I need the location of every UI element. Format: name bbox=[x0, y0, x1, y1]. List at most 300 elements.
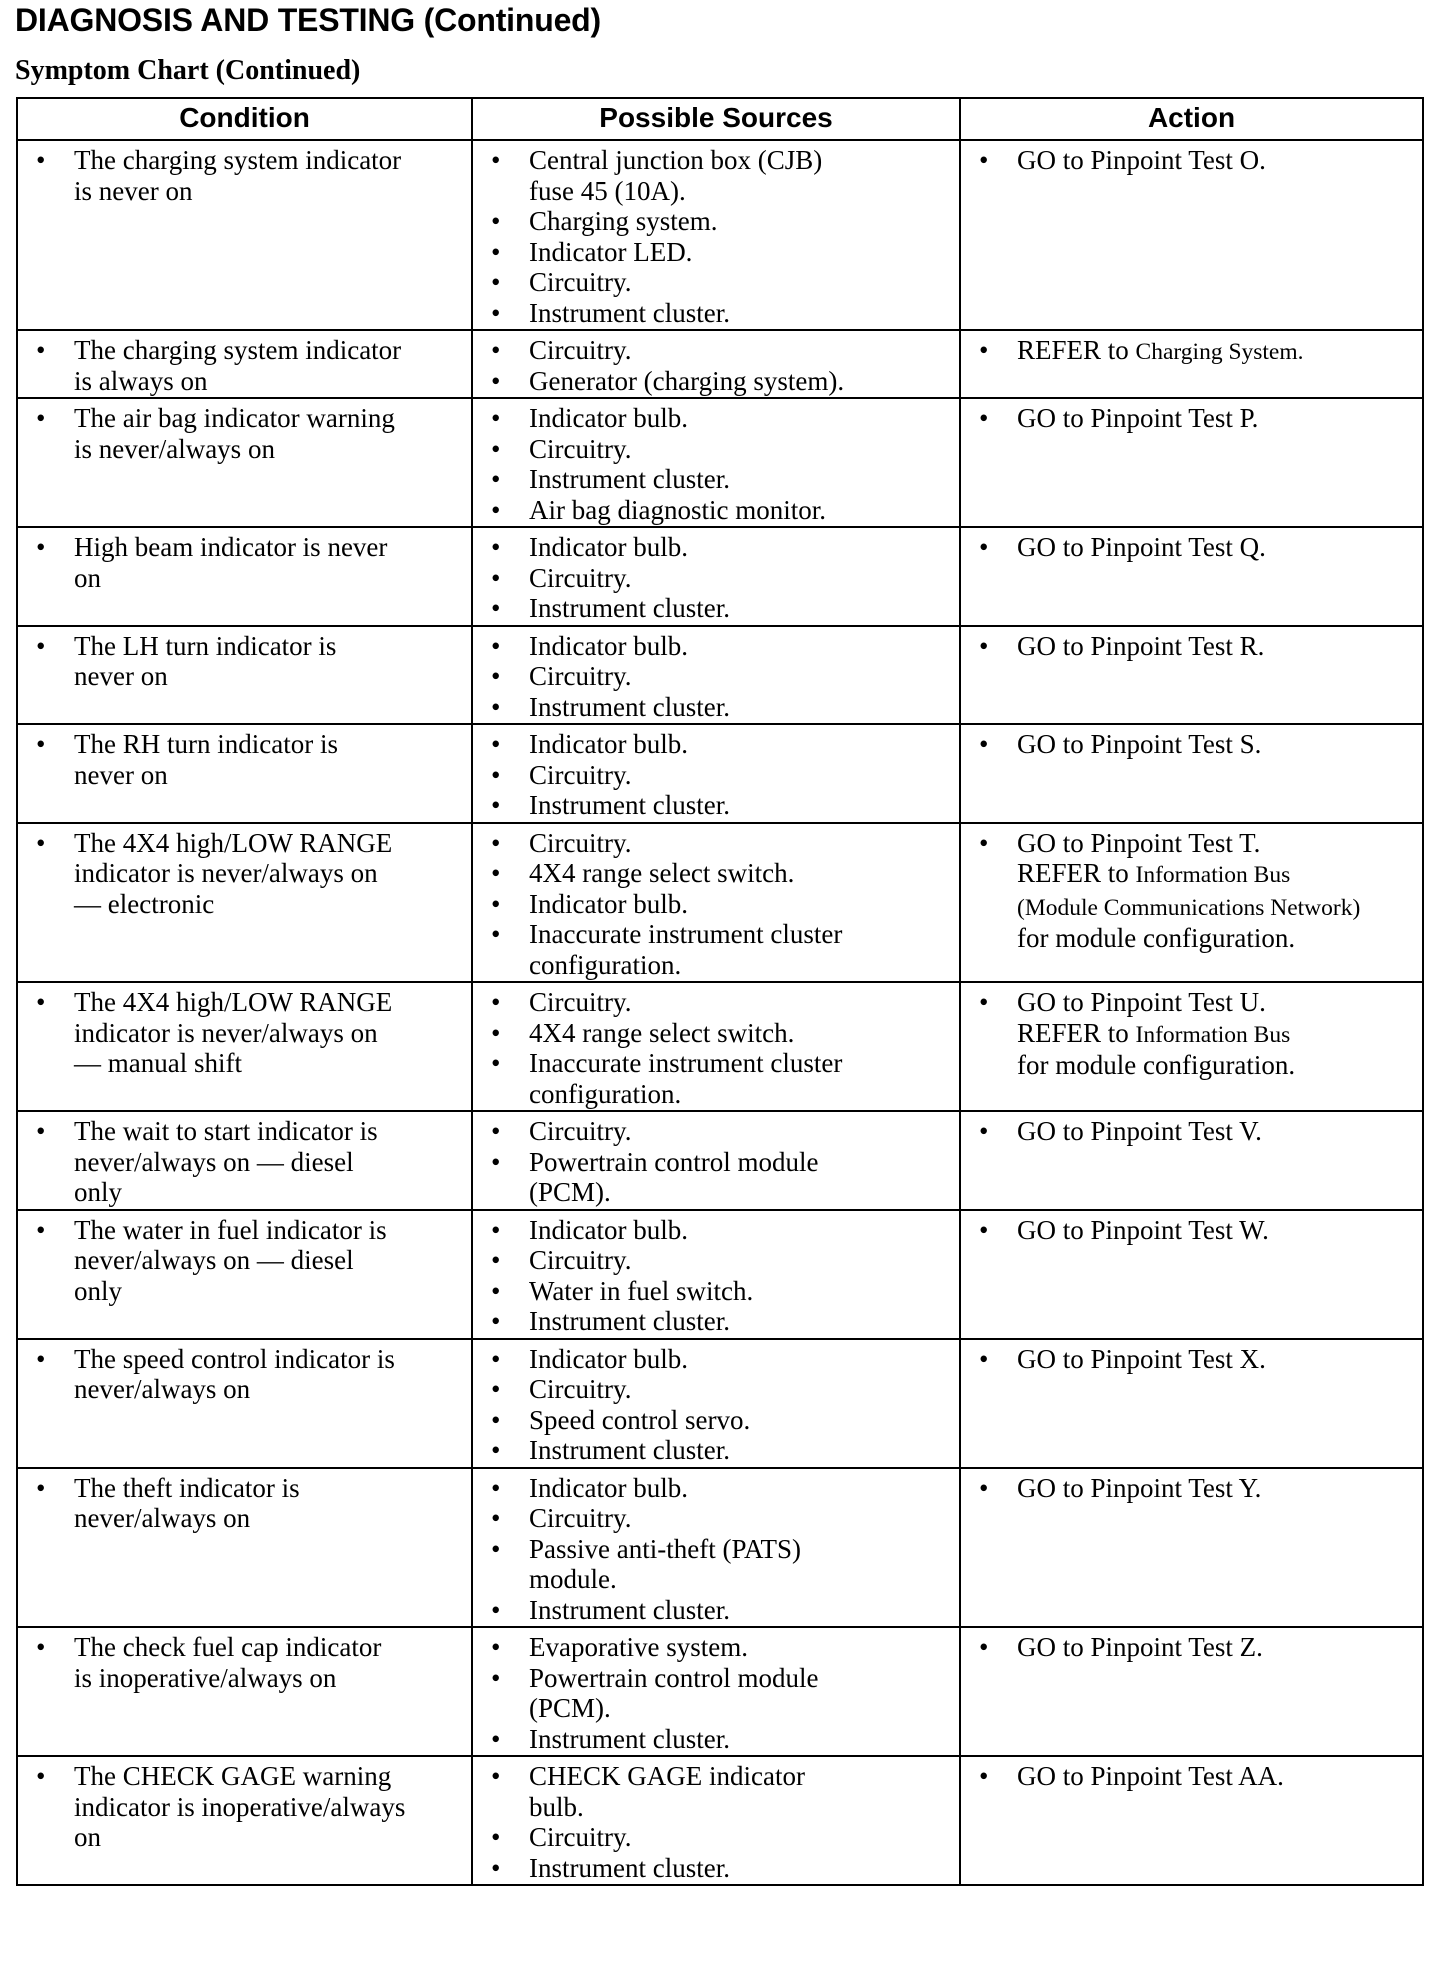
list-item bbox=[485, 631, 951, 662]
list-item bbox=[485, 1822, 951, 1853]
list-item bbox=[485, 145, 951, 206]
bullet-list bbox=[485, 631, 951, 723]
line-text: is inoperative/always on bbox=[74, 1662, 337, 1693]
line-text: • Instrument cluster. bbox=[529, 297, 730, 328]
line-text: bulb. bbox=[529, 1791, 584, 1822]
list-item bbox=[485, 692, 951, 723]
line-text: on bbox=[74, 1822, 101, 1852]
bullet-list bbox=[973, 729, 1414, 760]
sources-cell bbox=[472, 527, 960, 626]
list-item bbox=[485, 403, 951, 434]
line-text: configuration. bbox=[529, 1078, 682, 1109]
sources-cell bbox=[472, 330, 960, 398]
condition-cell bbox=[17, 724, 472, 823]
action-text: GO to Pinpoint Test S. bbox=[1017, 729, 1262, 759]
line-text: • Instrument cluster. bbox=[529, 691, 730, 722]
bullet-list bbox=[485, 145, 951, 328]
condition-cell bbox=[17, 1210, 472, 1339]
list-item bbox=[485, 1405, 951, 1436]
line-text: • The speed control indicator is bbox=[74, 1343, 395, 1374]
list-item bbox=[485, 1147, 951, 1208]
list-item bbox=[485, 206, 951, 237]
list-item bbox=[485, 1215, 951, 1246]
line-text: • Indicator bulb. bbox=[529, 1343, 688, 1374]
list-item bbox=[30, 1344, 463, 1405]
condition-cell bbox=[17, 1627, 472, 1756]
bullet-list bbox=[30, 729, 463, 790]
action-text: for module configuration. bbox=[1017, 1050, 1296, 1080]
condition-cell bbox=[17, 982, 472, 1111]
action-cell bbox=[960, 1468, 1423, 1628]
page-title: DIAGNOSIS AND TESTING (Continued) bbox=[15, 2, 601, 38]
bullet-list bbox=[973, 145, 1414, 176]
line-text: • The theft indicator is bbox=[74, 1472, 300, 1503]
list-item bbox=[485, 889, 951, 920]
line-text: • The charging system indicator bbox=[74, 335, 402, 365]
table-header-row bbox=[17, 98, 1423, 140]
list-item bbox=[485, 1503, 951, 1534]
bullet-list bbox=[30, 1761, 463, 1853]
table-row bbox=[17, 140, 1423, 330]
list-item bbox=[30, 1215, 463, 1307]
list-item bbox=[485, 335, 951, 366]
list-item bbox=[485, 1853, 951, 1884]
list-item bbox=[485, 729, 951, 760]
line-text: never/always on — diesel bbox=[74, 1146, 354, 1177]
line-text bbox=[1017, 1632, 1414, 1663]
line-text: • Indicator bulb. bbox=[529, 888, 688, 919]
list-item bbox=[485, 237, 951, 268]
list-item bbox=[485, 1724, 951, 1755]
line-text: • Indicator bulb. bbox=[529, 1214, 688, 1245]
condition-cell bbox=[17, 1111, 472, 1210]
list-item bbox=[973, 1473, 1414, 1504]
line-text: • Inaccurate instrument cluster bbox=[529, 919, 843, 949]
line-text: • The LH turn indicator is bbox=[74, 630, 337, 661]
action-cell bbox=[960, 1756, 1423, 1885]
table-row bbox=[17, 330, 1423, 398]
sources-cell bbox=[472, 1468, 960, 1628]
bullet-list bbox=[485, 828, 951, 981]
line-text: • Circuitry. bbox=[529, 1245, 632, 1275]
bullet-list bbox=[973, 1632, 1414, 1663]
line-text: • Central junction box (CJB) bbox=[529, 145, 823, 175]
symptom-chart-table bbox=[16, 97, 1424, 1886]
table-row bbox=[17, 982, 1423, 1111]
line-text: • Instrument cluster. bbox=[529, 464, 730, 494]
line-text: • The CHECK GAGE warning bbox=[74, 1761, 392, 1791]
bullet-list bbox=[30, 1473, 463, 1534]
table-row bbox=[17, 1111, 1423, 1210]
line-text bbox=[1017, 335, 1414, 368]
line-text: • Speed control servo. bbox=[529, 1404, 751, 1435]
action-text: GO to Pinpoint Test P. bbox=[1017, 403, 1259, 433]
table-row bbox=[17, 1210, 1423, 1339]
line-text: fuse 45 (10A). bbox=[529, 175, 686, 206]
list-item bbox=[485, 1116, 951, 1147]
line-text bbox=[1017, 403, 1414, 434]
list-item bbox=[973, 987, 1414, 1081]
action-cell bbox=[960, 140, 1423, 330]
list-item bbox=[30, 1761, 463, 1853]
line-text: • Instrument cluster. bbox=[529, 1594, 730, 1625]
line-text: • Instrument cluster. bbox=[529, 593, 730, 623]
line-text: • Instrument cluster. bbox=[529, 1852, 730, 1883]
sources-cell bbox=[472, 1756, 960, 1885]
list-item bbox=[973, 828, 1414, 954]
action-text: GO to Pinpoint Test W. bbox=[1017, 1214, 1269, 1245]
condition-cell bbox=[17, 398, 472, 527]
line-text: indicator is never/always on bbox=[74, 858, 378, 888]
list-item bbox=[973, 729, 1414, 760]
line-text bbox=[1017, 631, 1414, 662]
line-text: on bbox=[74, 562, 101, 593]
line-text: • Circuitry. bbox=[529, 1116, 632, 1146]
line-text: • The charging system indicator bbox=[74, 145, 402, 175]
sources-cell bbox=[472, 1210, 960, 1339]
line-text: never on bbox=[74, 759, 168, 790]
line-text: (PCM). bbox=[529, 1177, 611, 1207]
line-text: • The air bag indicator warning bbox=[74, 403, 395, 433]
line-text bbox=[1017, 891, 1414, 924]
bullet-list bbox=[973, 1761, 1414, 1792]
reference-link-text: Charging System. bbox=[1135, 339, 1304, 365]
list-item bbox=[485, 495, 951, 526]
table-body bbox=[17, 140, 1423, 1885]
line-text: • Instrument cluster. bbox=[529, 1435, 730, 1465]
list-item bbox=[485, 1048, 951, 1109]
line-text: • The water in fuel indicator is bbox=[74, 1214, 387, 1245]
line-text: • 4X4 range select switch. bbox=[529, 858, 795, 888]
bullet-list bbox=[30, 1215, 463, 1307]
list-item bbox=[485, 532, 951, 563]
sources-cell bbox=[472, 626, 960, 725]
line-text: • Passive anti-theft (PATS) bbox=[529, 1533, 801, 1564]
line-text: (PCM). bbox=[529, 1693, 611, 1723]
list-item bbox=[30, 335, 463, 396]
action-text: GO to Pinpoint Test X. bbox=[1017, 1343, 1266, 1374]
action-cell bbox=[960, 823, 1423, 983]
bullet-list bbox=[973, 1473, 1414, 1504]
line-text: • High beam indicator is never bbox=[74, 532, 388, 562]
condition-cell bbox=[17, 140, 472, 330]
line-text: • Circuitry. bbox=[529, 1822, 632, 1852]
sources-cell bbox=[472, 724, 960, 823]
list-item bbox=[485, 790, 951, 821]
line-text: • Circuitry. bbox=[529, 661, 632, 691]
action-cell bbox=[960, 1111, 1423, 1210]
line-text: • Powertrain control module bbox=[529, 1662, 819, 1693]
bullet-list bbox=[485, 1344, 951, 1466]
bullet-list bbox=[30, 335, 463, 396]
column-header-possible-sources: Possible Sources bbox=[472, 98, 960, 140]
line-text: is never/always on bbox=[74, 433, 275, 464]
line-text: never/always on bbox=[74, 1374, 251, 1404]
bullet-list bbox=[30, 532, 463, 593]
action-cell bbox=[960, 527, 1423, 626]
list-item bbox=[973, 1632, 1414, 1663]
line-text: • Charging system. bbox=[529, 206, 718, 236]
line-text: — electronic bbox=[74, 888, 215, 919]
line-text bbox=[1017, 987, 1414, 1018]
line-text: • Circuitry. bbox=[529, 267, 632, 297]
sources-cell bbox=[472, 1627, 960, 1756]
line-text: • Circuitry. bbox=[529, 433, 632, 464]
line-text: • Generator (charging system). bbox=[529, 365, 845, 396]
list-item bbox=[485, 434, 951, 465]
line-text bbox=[1017, 858, 1414, 891]
bullet-list bbox=[30, 828, 463, 920]
list-item bbox=[485, 366, 951, 397]
line-text: • The 4X4 high/LOW RANGE bbox=[74, 987, 393, 1017]
list-item bbox=[973, 1344, 1414, 1375]
line-text: • Circuitry. bbox=[529, 1503, 632, 1533]
line-text bbox=[1017, 1018, 1414, 1051]
list-item bbox=[30, 145, 463, 206]
action-cell bbox=[960, 724, 1423, 823]
line-text bbox=[1017, 923, 1414, 954]
line-text bbox=[1017, 828, 1414, 859]
line-text: only bbox=[74, 1177, 123, 1207]
list-item bbox=[30, 1632, 463, 1693]
list-item bbox=[485, 1306, 951, 1337]
line-text: • Air bag diagnostic monitor. bbox=[529, 494, 826, 525]
line-text: • Indicator bulb. bbox=[529, 630, 688, 661]
list-item bbox=[973, 1215, 1414, 1246]
action-text: GO to Pinpoint Test AA. bbox=[1017, 1761, 1284, 1791]
sources-cell bbox=[472, 1111, 960, 1210]
line-text: • Circuitry. bbox=[529, 987, 632, 1017]
condition-cell bbox=[17, 626, 472, 725]
action-text: GO to Pinpoint Test V. bbox=[1017, 1116, 1262, 1146]
action-cell bbox=[960, 626, 1423, 725]
action-cell bbox=[960, 1627, 1423, 1756]
list-item bbox=[30, 987, 463, 1079]
line-text bbox=[1017, 145, 1414, 176]
list-item bbox=[485, 1374, 951, 1405]
bullet-list bbox=[973, 1116, 1414, 1147]
list-item bbox=[973, 335, 1414, 368]
line-text: only bbox=[74, 1275, 123, 1306]
line-text: • Evaporative system. bbox=[529, 1632, 748, 1662]
line-text: — manual shift bbox=[74, 1048, 242, 1078]
table-row bbox=[17, 626, 1423, 725]
table-row bbox=[17, 823, 1423, 983]
list-item bbox=[485, 858, 951, 889]
condition-cell bbox=[17, 527, 472, 626]
line-text: never/always on — diesel bbox=[74, 1245, 354, 1275]
action-cell bbox=[960, 398, 1423, 527]
reference-link-text: Information Bus bbox=[1135, 862, 1291, 888]
line-text: module. bbox=[529, 1564, 617, 1594]
bullet-list bbox=[973, 403, 1414, 434]
line-text bbox=[1017, 1050, 1414, 1081]
list-item bbox=[30, 828, 463, 920]
list-item bbox=[973, 631, 1414, 662]
line-text: is always on bbox=[74, 365, 208, 396]
line-text: indicator is inoperative/always bbox=[74, 1791, 406, 1822]
sources-cell bbox=[472, 1339, 960, 1468]
bullet-list bbox=[973, 828, 1414, 954]
bullet-list bbox=[30, 403, 463, 464]
line-text bbox=[1017, 1116, 1414, 1147]
section-title: Symptom Chart (Continued) bbox=[15, 55, 361, 86]
bullet-list bbox=[30, 1344, 463, 1405]
sources-cell bbox=[472, 398, 960, 527]
action-text: GO to Pinpoint Test Q. bbox=[1017, 532, 1266, 562]
line-text: • Powertrain control module bbox=[529, 1146, 819, 1177]
line-text bbox=[1017, 532, 1414, 563]
line-text: • Inaccurate instrument cluster bbox=[529, 1048, 843, 1078]
list-item bbox=[30, 1473, 463, 1534]
list-item bbox=[485, 1663, 951, 1724]
bullet-list bbox=[973, 532, 1414, 563]
line-text: is never on bbox=[74, 175, 193, 206]
condition-cell bbox=[17, 1468, 472, 1628]
action-text: REFER to bbox=[1017, 335, 1136, 365]
line-text: • The RH turn indicator is bbox=[74, 729, 338, 759]
reference-link-text: (Module Communications Network) bbox=[1017, 894, 1361, 921]
condition-cell bbox=[17, 823, 472, 983]
bullet-list bbox=[485, 1215, 951, 1337]
line-text: never on bbox=[74, 661, 168, 691]
line-text: • Circuitry. bbox=[529, 335, 632, 365]
list-item bbox=[485, 1534, 951, 1595]
list-item bbox=[485, 1595, 951, 1626]
list-item bbox=[485, 760, 951, 791]
list-item bbox=[485, 828, 951, 859]
line-text: • Instrument cluster. bbox=[529, 790, 730, 820]
action-text: for module configuration. bbox=[1017, 923, 1296, 953]
condition-cell bbox=[17, 330, 472, 398]
bullet-list bbox=[485, 1116, 951, 1208]
table-row bbox=[17, 1756, 1423, 1885]
action-cell bbox=[960, 1210, 1423, 1339]
list-item bbox=[485, 1632, 951, 1663]
list-item bbox=[30, 403, 463, 464]
list-item bbox=[973, 403, 1414, 434]
table-row bbox=[17, 1339, 1423, 1468]
action-text: REFER to bbox=[1017, 1017, 1136, 1048]
bullet-list bbox=[485, 987, 951, 1109]
line-text: • Water in fuel switch. bbox=[529, 1275, 754, 1306]
line-text: • Circuitry. bbox=[529, 827, 632, 858]
action-text: GO to Pinpoint Test Y. bbox=[1017, 1472, 1262, 1503]
line-text: configuration. bbox=[529, 949, 682, 980]
bullet-list bbox=[485, 1761, 951, 1883]
table-row bbox=[17, 1627, 1423, 1756]
line-text bbox=[1017, 1473, 1414, 1504]
line-text: • Indicator LED. bbox=[529, 236, 693, 267]
list-item bbox=[485, 919, 951, 980]
line-text: never/always on bbox=[74, 1503, 251, 1533]
bullet-list bbox=[485, 532, 951, 624]
bullet-list bbox=[485, 729, 951, 821]
bullet-list bbox=[973, 987, 1414, 1081]
line-text: • CHECK GAGE indicator bbox=[529, 1761, 805, 1791]
line-text: • Circuitry. bbox=[529, 562, 632, 593]
list-item bbox=[485, 593, 951, 624]
list-item bbox=[485, 1018, 951, 1049]
sources-cell bbox=[472, 140, 960, 330]
line-text bbox=[1017, 1215, 1414, 1246]
bullet-list bbox=[30, 631, 463, 692]
action-cell bbox=[960, 982, 1423, 1111]
bullet-list bbox=[30, 145, 463, 206]
table-row bbox=[17, 527, 1423, 626]
list-item bbox=[30, 532, 463, 593]
line-text: • The check fuel cap indicator bbox=[74, 1632, 382, 1662]
bullet-list bbox=[973, 335, 1414, 368]
line-text bbox=[1017, 1761, 1414, 1792]
list-item bbox=[485, 661, 951, 692]
column-header-condition: Condition bbox=[17, 98, 472, 140]
list-item bbox=[485, 1435, 951, 1466]
list-item bbox=[485, 1344, 951, 1375]
action-text: REFER to bbox=[1017, 858, 1136, 888]
list-item bbox=[30, 729, 463, 790]
action-text: GO to Pinpoint Test U. bbox=[1017, 987, 1266, 1017]
action-text: GO to Pinpoint Test R. bbox=[1017, 630, 1265, 661]
sources-cell bbox=[472, 982, 960, 1111]
bullet-list bbox=[30, 1116, 463, 1208]
list-item bbox=[485, 1761, 951, 1822]
condition-cell bbox=[17, 1756, 472, 1885]
bullet-list bbox=[485, 1473, 951, 1626]
reference-link-text: Information Bus bbox=[1135, 1021, 1291, 1048]
bullet-list bbox=[485, 1632, 951, 1754]
sources-cell bbox=[472, 823, 960, 983]
list-item bbox=[485, 267, 951, 298]
action-cell bbox=[960, 330, 1423, 398]
line-text bbox=[1017, 1344, 1414, 1375]
list-item bbox=[485, 1473, 951, 1504]
list-item bbox=[485, 563, 951, 594]
list-item bbox=[485, 298, 951, 329]
line-text: • Circuitry. bbox=[529, 759, 632, 790]
line-text: • Circuitry. bbox=[529, 1374, 632, 1404]
bullet-list bbox=[30, 987, 463, 1079]
line-text: • The 4X4 high/LOW RANGE bbox=[74, 827, 393, 858]
line-text: indicator is never/always on bbox=[74, 1017, 378, 1048]
condition-cell bbox=[17, 1339, 472, 1468]
action-text: GO to Pinpoint Test O. bbox=[1017, 145, 1266, 175]
list-item bbox=[30, 631, 463, 692]
line-text: • 4X4 range select switch. bbox=[529, 1017, 795, 1048]
list-item bbox=[973, 1116, 1414, 1147]
line-text: • Instrument cluster. bbox=[529, 1306, 730, 1336]
line-text: • Instrument cluster. bbox=[529, 1723, 730, 1754]
list-item bbox=[973, 532, 1414, 563]
list-item bbox=[30, 1116, 463, 1208]
bullet-list bbox=[973, 631, 1414, 662]
table-row bbox=[17, 398, 1423, 527]
line-text: • Indicator bulb. bbox=[529, 403, 688, 433]
action-text: GO to Pinpoint Test Z. bbox=[1017, 1632, 1263, 1662]
action-text: GO to Pinpoint Test T. bbox=[1017, 827, 1261, 858]
list-item bbox=[485, 1276, 951, 1307]
line-text: • The wait to start indicator is bbox=[74, 1116, 378, 1146]
bullet-list bbox=[30, 1632, 463, 1693]
action-cell bbox=[960, 1339, 1423, 1468]
line-text: • Indicator bulb. bbox=[529, 532, 688, 562]
list-item bbox=[973, 145, 1414, 176]
bullet-list bbox=[485, 403, 951, 525]
list-item bbox=[485, 987, 951, 1018]
line-text: • Indicator bulb. bbox=[529, 729, 688, 759]
list-item bbox=[485, 1245, 951, 1276]
bullet-list bbox=[973, 1344, 1414, 1375]
